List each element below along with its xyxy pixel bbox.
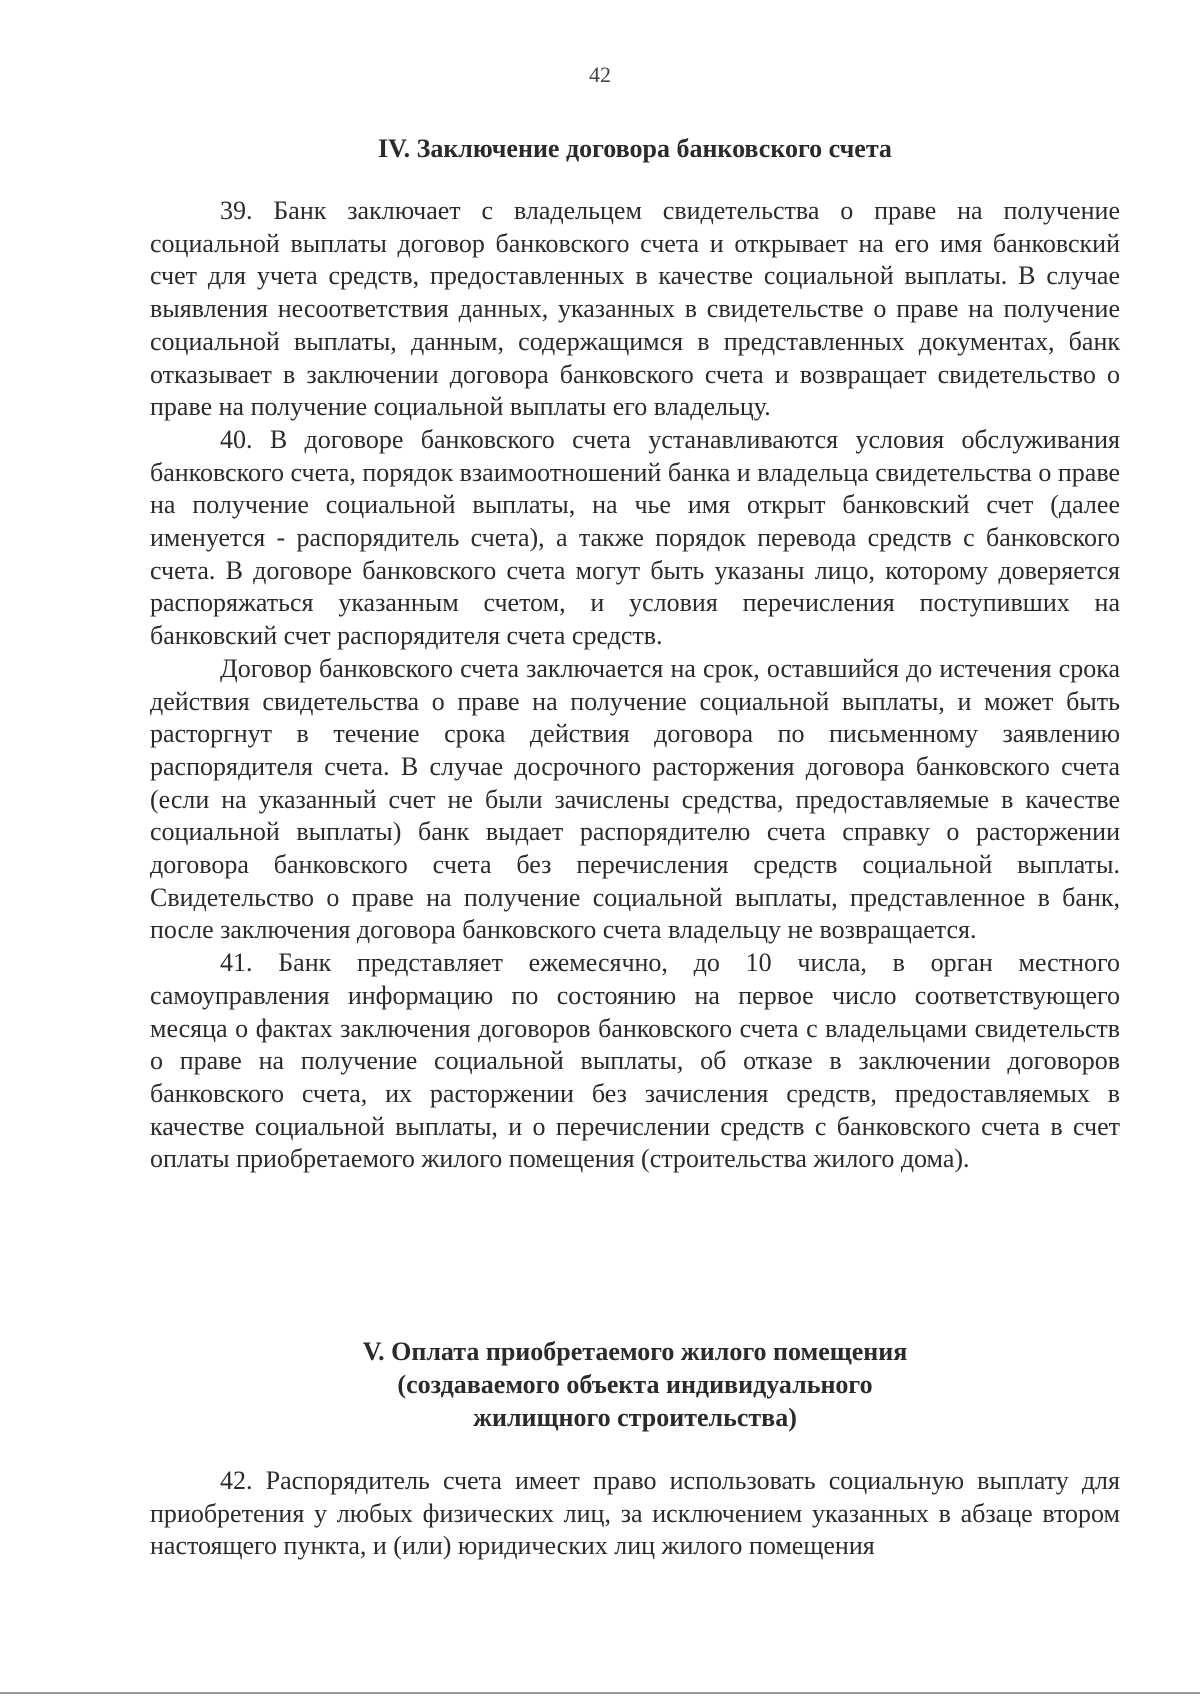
section-v-heading-line-2: (создаваемого объекта индивидуального <box>397 1370 873 1399</box>
page-bottom-edge <box>0 1692 1200 1694</box>
section-iv-body <box>150 195 1120 1176</box>
paragraph-42: 42. Распорядитель счета имеет право использовать социальную выплату для приобретения у любых физических лиц, за исключением указанных в абзаце втором настоящего пункта, и (или) юридических лиц жилого помещения <box>150 1466 1120 1561</box>
paragraph-41: 41. Банк представляет ежемесячно, до 10 числа, в орган местного самоуправления информацию по состоянию на первое число соответствующего месяца о фактах заключения договоров банковского счета с владельцами свидетельств о праве на получение социальной выплаты, об отказе в заключении договоров банковского счета, их расторжении без зачисления средств, предоставляемых в качестве социальной выплаты, и о перечислении средств с банковского счета в счет оплаты приобретаемого жилого помещения (строительства жилого дома). <box>150 948 1120 1174</box>
section-v-heading-line-1: V. Оплата приобретаемого жилого помещения <box>362 1337 908 1366</box>
paragraph-40: 40. В договоре банковского счета устанавливаются условия обслуживания банковского счета, порядок взаимоотношений банка и владельца свидетельства о праве на получение социальной выплаты, на чье имя открыт банковский счет (далее именуется - распорядитель счета), а также порядок перевода средств с банковского счета. В договоре банковского счета могут быть указаны лицо, которому доверяется распоряжаться указанным счетом, и условия перечисления поступивших на банковский счет распорядителя счета средств. <box>150 424 1120 651</box>
paragraph-40-continued: Договор банковского счета заключается на срок, оставшийся до истечения срока действия свидетельства о праве на получение социальной выплаты, и может быть расторгнут в течение срока действия договора по письменному заявлению распорядителя счета. В случае досрочного расторжения договора банковского счета (если на указанный счет не были зачислены средства, предоставляемые в качестве социальной выплаты) банк выдает распорядителю счета справку о расторжении договора банковского счета без перечисления средств социальной выплаты. Свидетельство о праве на получение социальной выплаты, представленное в банк, после заключения договора банковского счета владельцу не возвращается. <box>150 653 1120 945</box>
section-v-body <box>150 1465 1120 1563</box>
section-v-heading <box>150 1335 1120 1434</box>
paragraph-39: 39. Банк заключает с владельцем свидетельства о праве на получение социальной выплаты договор банковского счета и открывает на его имя банковский счет для учета средств, предоставленных в качестве социальной выплаты. В случае выявления несоответствия данных, указанных в свидетельстве о праве на получение социальной выплаты, данным, содержащимся в представленных документах, банк отказывает в заключении договора банковского счета и возвращает свидетельство о праве на получение социальной выплаты его владельцу. <box>150 196 1120 422</box>
section-iv-heading: IV. Заключение договора банковского счета <box>378 134 892 163</box>
section-v-heading-line-3: жилищного строительства) <box>473 1403 797 1432</box>
page-number: 42 <box>589 62 611 87</box>
